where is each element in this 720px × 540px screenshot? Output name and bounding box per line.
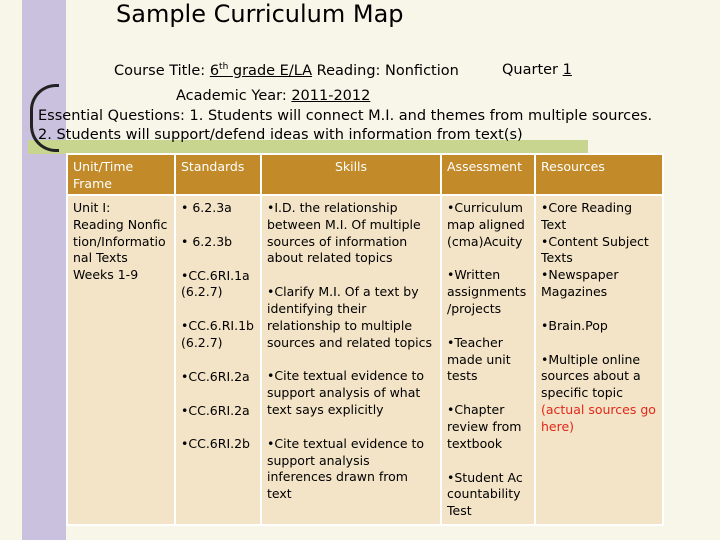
skill-item: •I.D. the relationship between M.I. Of multiple sources of information about related topics <box>267 200 421 266</box>
table-row <box>67 195 663 525</box>
cell-resources <box>535 195 663 525</box>
standard-item: •CC.6RI.2b <box>181 436 250 452</box>
header-resources: Resources <box>535 154 663 195</box>
course-grade: 6th grade E/LA <box>209 62 313 79</box>
course-title: Course Title: 6th grade E/LA Reading: Nonfiction <box>114 62 459 79</box>
cell-unit: Unit I: Reading Nonfiction/Informational Texts Weeks 1-9 <box>67 195 175 525</box>
academic-year: Academic Year: 2011-2012 <box>176 88 371 104</box>
resource-item: •Content Subject Texts <box>541 233 649 266</box>
essential-question-1: Essential Questions: 1. Students will connect M.I. and themes from multiple sources. <box>38 108 653 124</box>
header-unit: Unit/Time Frame <box>67 154 175 195</box>
standard-item: • 6.2.3b <box>181 233 233 249</box>
resource-item: •Multiple online sources about a specific topic (actual sources go here) <box>541 351 656 434</box>
header-skills: Skills <box>261 154 441 195</box>
skill-item: •Cite textual evidence to support analysis of what text says explicitly <box>267 368 425 417</box>
standard-item: • 6.2.3a <box>181 200 232 215</box>
assessment-item: •Student Accountability Test <box>447 469 523 519</box>
assessment-item: •Curriculum map aligned (cma)Acuity <box>447 200 525 249</box>
header-standards: Standards <box>175 154 261 195</box>
resource-item: •Core Reading Text <box>541 200 633 232</box>
decorative-vertical-bar <box>22 0 66 540</box>
assessment-item: •Written assignments /projects <box>447 267 527 316</box>
skill-item: •Clarify M.I. Of a text by identifying their relationship to multiple sources and related topics <box>267 284 433 350</box>
course-quarter: Quarter 1 <box>502 62 572 78</box>
resource-note: (actual sources go here) <box>541 401 656 434</box>
skill-item: •Cite textual evidence to support analysis inferences drawn from text <box>267 435 425 502</box>
assessment-item: •Chapter review from textbook <box>447 402 522 451</box>
curriculum-table <box>66 153 664 526</box>
header-assessment: Assessment <box>441 154 535 195</box>
standard-item: •CC.6RI.1a (6.2.7) <box>181 267 250 300</box>
resource-item: •Newspaper Magazines <box>541 267 619 299</box>
assessment-item: •Teacher made unit tests <box>447 334 511 384</box>
cell-skills <box>261 195 441 525</box>
essential-question-2: 2. Students will support/defend ideas with information from text(s) <box>38 127 523 143</box>
page-title: Sample Curriculum Map <box>116 0 404 28</box>
cell-assessment <box>441 195 535 525</box>
standard-item: •CC.6.RI.1b (6.2.7) <box>181 318 254 350</box>
standard-item: •CC.6RI.2a <box>181 368 250 384</box>
standard-item: •CC.6RI.2a <box>181 402 250 418</box>
resource-item: •Brain.Pop <box>541 317 608 333</box>
table-header-row <box>67 154 663 195</box>
cell-standards <box>175 195 261 525</box>
